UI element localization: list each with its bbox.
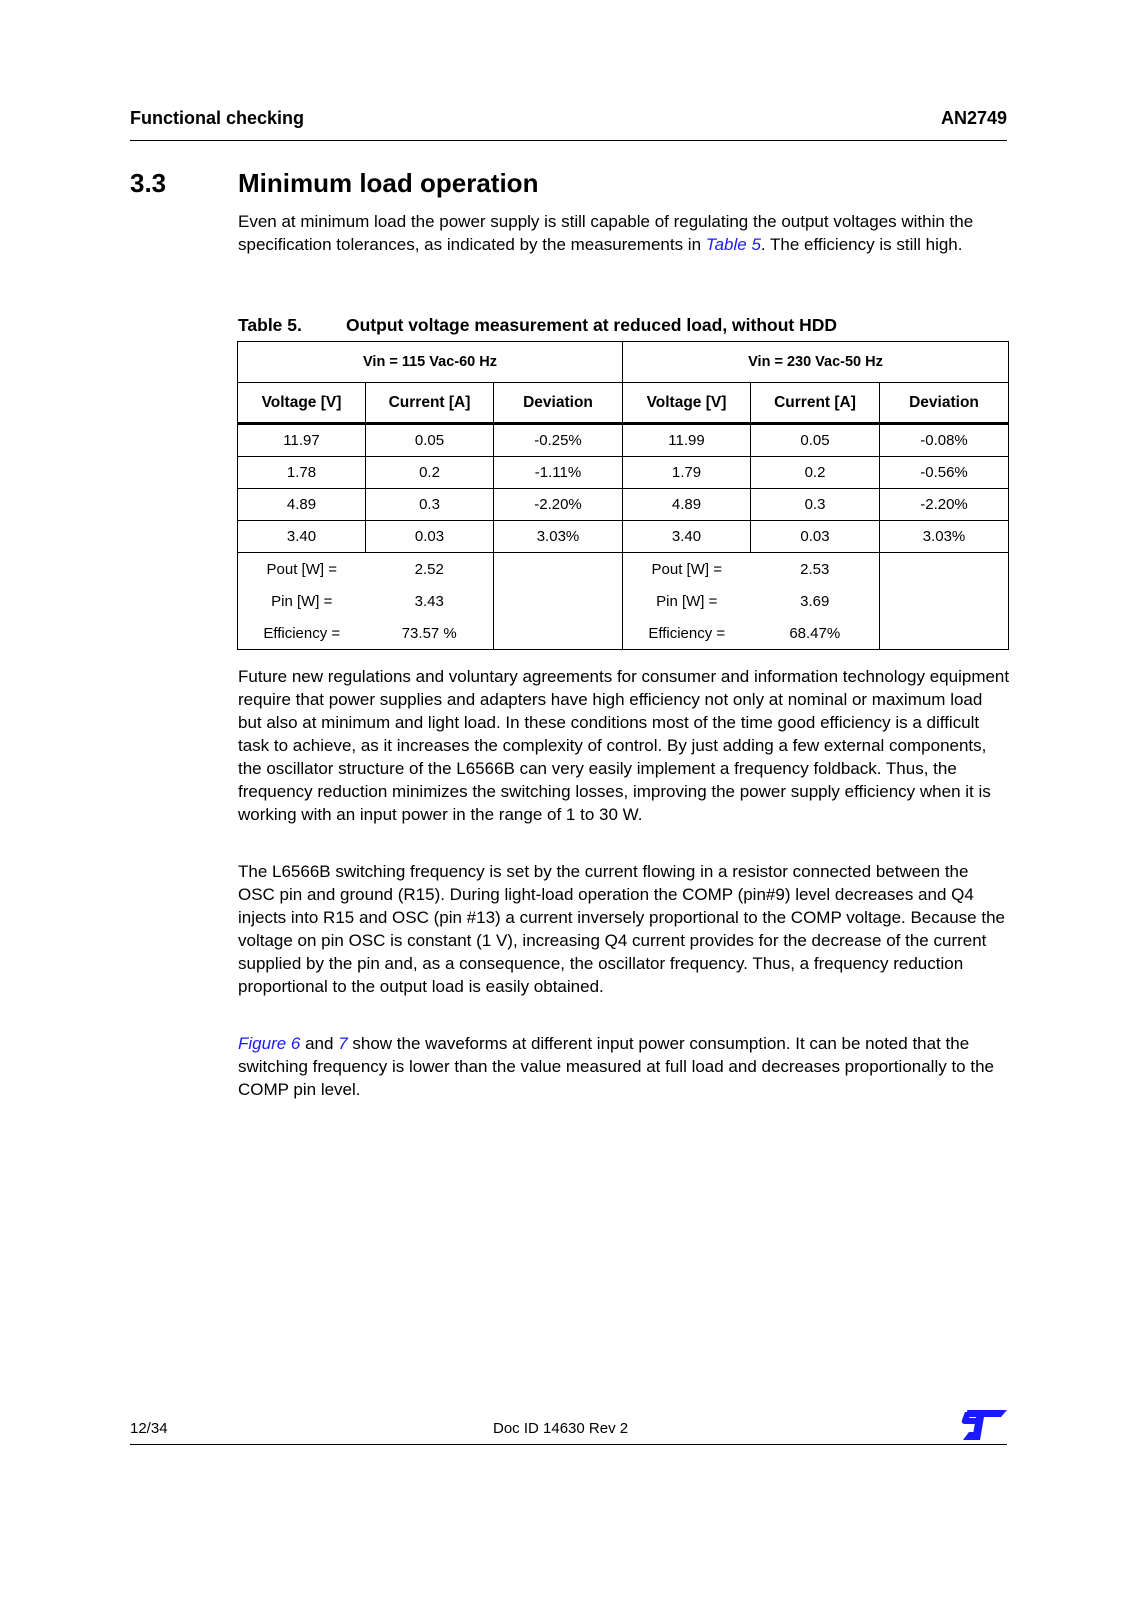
table-cell: 0.03 (366, 521, 494, 553)
table-column-header: Voltage [V] (623, 383, 751, 424)
table-cell: 3.03% (494, 521, 623, 553)
summary-value: 73.57 % (366, 617, 494, 650)
table-caption (238, 315, 837, 336)
table-cell: 0.3 (366, 489, 494, 521)
table-cell: -1.11% (494, 457, 623, 489)
intro-text-before: Even at minimum load the power supply is still capable of regulating the output voltages within the specification tolerances, as indicated by the measurements in (238, 212, 974, 254)
summary-label: Pout [W] = (238, 553, 366, 586)
table-caption-number: Table 5. (238, 315, 302, 335)
table-cell: 11.97 (238, 424, 366, 457)
intro-paragraph (238, 210, 1010, 256)
page-footer (130, 1418, 1007, 1445)
table-cell: 3.40 (238, 521, 366, 553)
table-cell: 0.3 (751, 489, 880, 521)
summary-value: 3.69 (751, 585, 880, 617)
table-column-header: Current [A] (366, 383, 494, 424)
paragraph-waveforms (238, 1032, 1010, 1101)
table-cell: 4.89 (238, 489, 366, 521)
summary-label: Pin [W] = (238, 585, 366, 617)
table-caption-title: Output voltage measurement at reduced load, without HDD (346, 315, 838, 335)
summary-value: 68.47% (751, 617, 880, 650)
figure-7-link[interactable]: 7 (338, 1034, 348, 1053)
summary-value: 3.43 (366, 585, 494, 617)
summary-empty-cell (880, 617, 1009, 650)
summary-empty-cell (880, 553, 1009, 586)
table-column-header: Current [A] (751, 383, 880, 424)
summary-label: Pout [W] = (623, 553, 751, 586)
table-cell: -0.08% (880, 424, 1009, 457)
summary-label: Efficiency = (623, 617, 751, 650)
table-cell: 0.2 (751, 457, 880, 489)
table-group-header: Vin = 115 Vac-60 Hz (238, 342, 623, 383)
summary-value: 2.52 (366, 553, 494, 586)
paragraph-waveforms-text: show the waveforms at different input power consumption. It can be noted that the switching frequency is lower than the value measured at full load and decreases proportionally to the COMP pin level. (238, 1034, 994, 1099)
summary-empty-cell (880, 585, 1009, 617)
summary-empty-cell (494, 617, 623, 650)
measurement-table (237, 341, 1009, 650)
table-cell: -2.20% (494, 489, 623, 521)
paragraph-switching-frequency: The L6566B switching frequency is set by the current flowing in a resistor connected between the OSC pin and ground (R15). During light-load operation the COMP (pin#9) level decreases and Q4 injects into R15 and OSC (pin #13) a current inversely proportional to the COMP voltage. Because the voltage on pin OSC is constant (1 V), increasing Q4 current provides for the decrease of the current supplied by the pin and, as a consequence, the oscillator frequency. Thus, a frequency reduction proportional to the output load is easily obtained. (238, 862, 1005, 996)
header-section-title: Functional checking (130, 108, 305, 128)
page-number: 12/34 (130, 1420, 168, 1437)
summary-label: Pin [W] = (623, 585, 751, 617)
table-cell: 4.89 (623, 489, 751, 521)
table-column-header: Deviation (494, 383, 623, 424)
header-doc-number: AN2749 (940, 108, 1007, 128)
table-row (238, 424, 1009, 457)
section-title: Minimum load operation (238, 168, 539, 198)
table-cell: 0.05 (366, 424, 494, 457)
paragraph-efficiency-regulations: Future new regulations and voluntary agreements for consumer and information technology equipment require that power supplies and adapters have high efficiency not only at nominal or maximum load but also at minimum and light load. In these conditions most of the time good efficiency is a difficult task to achieve, as it increases the complexity of control. By just adding a few external components, the oscillator structure of the L6566B can very easily implement a frequency foldback. Thus, the frequency reduction minimizes the switching losses, improving the power supply efficiency when it is working with an input power in the range of 1 to 30 W. (238, 667, 1010, 824)
table-cell: 11.99 (623, 424, 751, 457)
figure-6-link[interactable]: Figure 6 (238, 1034, 301, 1053)
table-group-header: Vin = 230 Vac-50 Hz (623, 342, 1009, 383)
table-summary-row (238, 553, 1009, 586)
table-cell: 1.78 (238, 457, 366, 489)
table-cell: 3.40 (623, 521, 751, 553)
table-cell: -2.20% (880, 489, 1009, 521)
paragraph-and: and (300, 1034, 339, 1053)
table-5-link[interactable]: Table 5 (705, 235, 761, 254)
table-column-header-row (238, 383, 1009, 424)
table-group-header-row (238, 342, 1009, 383)
table-row (238, 489, 1009, 521)
doc-id: Doc ID 14630 Rev 2 (493, 1420, 629, 1437)
table-summary-row (238, 585, 1009, 617)
table-cell: 1.79 (623, 457, 751, 489)
page-header (130, 108, 1007, 141)
st-logo-icon (961, 1410, 1007, 1440)
table-cell: 0.2 (366, 457, 494, 489)
summary-empty-cell (494, 553, 623, 586)
table-cell: -0.25% (494, 424, 623, 457)
table-column-header: Voltage [V] (238, 383, 366, 424)
summary-value: 2.53 (751, 553, 880, 586)
intro-text-after: . The efficiency is still high. (760, 235, 963, 254)
summary-empty-cell (494, 585, 623, 617)
section-heading (130, 168, 538, 199)
table-cell: 0.05 (751, 424, 880, 457)
table-summary-row (238, 617, 1009, 650)
table-row (238, 521, 1009, 553)
summary-label: Efficiency = (238, 617, 366, 650)
table-cell: -0.56% (880, 457, 1009, 489)
table-row (238, 457, 1009, 489)
table-column-header: Deviation (880, 383, 1009, 424)
table-cell: 0.03 (751, 521, 880, 553)
table-cell: 3.03% (880, 521, 1009, 553)
section-number: 3.3 (130, 168, 167, 198)
